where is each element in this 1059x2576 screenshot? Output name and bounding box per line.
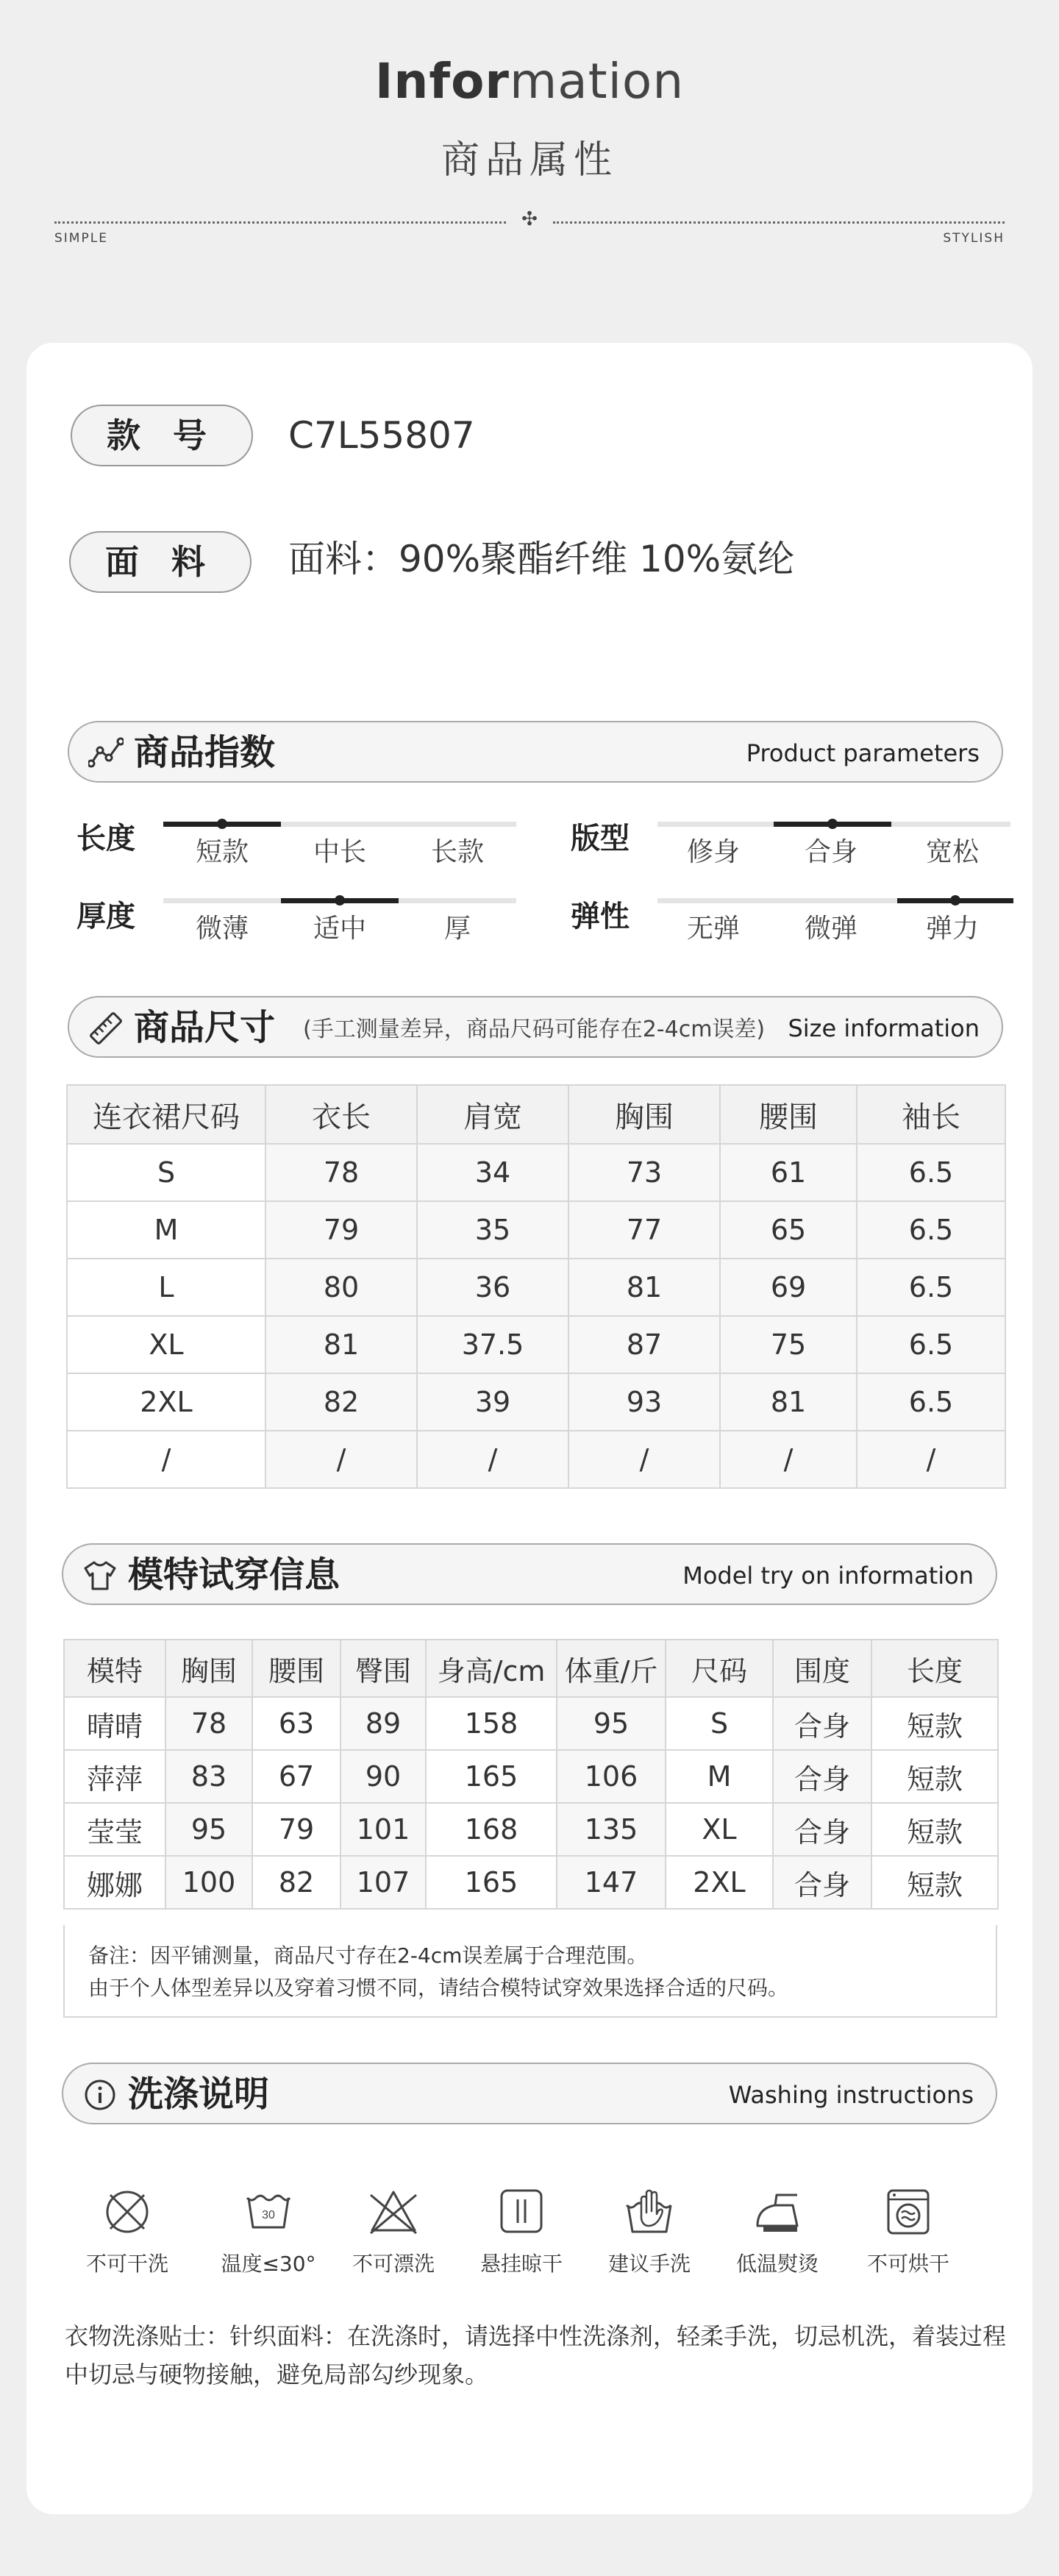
size-table	[66, 1084, 1006, 1489]
hand-wash-icon	[622, 2185, 677, 2239]
param-option: 微弹	[804, 914, 857, 944]
table-cell: 95	[165, 1803, 252, 1856]
style-number-label: 款 号	[71, 405, 253, 466]
table-cell: 82	[252, 1856, 340, 1909]
table-cell: /	[265, 1431, 417, 1488]
wash-label: 不可漂洗	[352, 2252, 435, 2276]
size-measure-note: (手工测量差异，商品尺码可能存在2-4cm误差)	[303, 1017, 766, 1042]
param-option: 宽松	[925, 837, 979, 867]
table-cell: 6.5	[857, 1316, 1005, 1373]
table-cell: 63	[252, 1697, 340, 1750]
wash-item	[459, 2185, 584, 2277]
divider-right	[553, 221, 1005, 224]
table-cell: 合身	[773, 1750, 871, 1803]
section-title-en: Model try on information	[682, 1562, 974, 1590]
trend-line-icon	[88, 736, 124, 771]
table-cell: 101	[340, 1803, 426, 1856]
table-cell: 95	[557, 1697, 666, 1750]
table-cell: 147	[557, 1856, 666, 1909]
table-cell: 2XL	[67, 1373, 265, 1431]
table-cell: /	[720, 1431, 857, 1488]
table-cell: 165	[426, 1856, 557, 1909]
section-title: 商品尺寸	[134, 1007, 276, 1048]
table-cell: M	[666, 1750, 773, 1803]
no-dry-clean-icon	[100, 2185, 154, 2239]
table-cell: 93	[568, 1373, 720, 1431]
table-cell: 37.5	[417, 1316, 568, 1373]
table-cell: 短款	[871, 1750, 998, 1803]
table-header-cell: 衣长	[265, 1085, 417, 1144]
table-cell: 6.5	[857, 1259, 1005, 1316]
table-cell: 90	[340, 1750, 426, 1803]
table-cell: 77	[568, 1201, 720, 1259]
table-cell: S	[67, 1144, 265, 1201]
table-cell: 165	[426, 1750, 557, 1803]
wash-temperature: 30	[262, 2209, 275, 2221]
table-cell: 6.5	[857, 1201, 1005, 1259]
table-cell: 107	[340, 1856, 426, 1909]
section-title-en: Size information	[788, 1014, 980, 1042]
table-header-cell: 长度	[871, 1640, 998, 1697]
section-title: 商品指数	[134, 732, 276, 773]
param-option: 长款	[430, 837, 484, 867]
divider-left	[54, 221, 506, 224]
low-iron-icon	[750, 2185, 805, 2239]
table-cell: 合身	[773, 1856, 871, 1909]
info-icon	[82, 2077, 118, 2113]
table-cell: 娜娜	[64, 1856, 165, 1909]
ruler-icon	[88, 1011, 124, 1046]
table-row	[67, 1144, 1005, 1201]
table-cell: 短款	[871, 1803, 998, 1856]
param-thickness-label: 厚度	[76, 900, 135, 933]
table-header-cell: 腰围	[720, 1085, 857, 1144]
table-row	[64, 1697, 998, 1750]
table-cell: 168	[426, 1803, 557, 1856]
table-cell: 75	[720, 1316, 857, 1373]
table-header-cell: 尺码	[666, 1640, 773, 1697]
wash-item	[587, 2185, 712, 2277]
table-cell: M	[67, 1201, 265, 1259]
table-cell: /	[568, 1431, 720, 1488]
wash-item	[331, 2185, 456, 2277]
size-information-header	[68, 996, 1003, 1058]
section-title-en: Product parameters	[746, 739, 980, 767]
section-title: 模特试穿信息	[128, 1554, 340, 1595]
no-tumble-dry-icon	[881, 2185, 935, 2239]
table-cell: 34	[417, 1144, 568, 1201]
table-cell: 87	[568, 1316, 720, 1373]
table-cell: 合身	[773, 1803, 871, 1856]
table-header-cell: 胸围	[165, 1640, 252, 1697]
wash-item	[65, 2185, 190, 2277]
stylish-tag: STYLISH	[943, 231, 1005, 246]
table-cell: 80	[265, 1259, 417, 1316]
section-title-en: Washing instructions	[728, 2081, 974, 2109]
table-cell: 135	[557, 1803, 666, 1856]
remark-line: 备注：因平铺测量，商品尺寸存在2-4cm误差属于合理范围。	[88, 1943, 648, 1968]
table-cell: 106	[557, 1750, 666, 1803]
model-try-on-header	[62, 1543, 997, 1605]
table-cell: 晴晴	[64, 1697, 165, 1750]
table-cell: 短款	[871, 1697, 998, 1750]
wash-label: 建议手洗	[607, 2252, 691, 2276]
param-option: 无弹	[686, 914, 740, 944]
param-elasticity-marker	[950, 895, 960, 905]
param-elasticity-label: 弹性	[571, 900, 630, 933]
wash-label: 不可烘干	[866, 2252, 949, 2276]
param-fit-label: 版型	[571, 822, 630, 855]
remark-line: 由于个人体型差异以及穿着习惯不同，请结合模特试穿效果选择合适的尺码。	[88, 1976, 789, 2000]
table-cell: 158	[426, 1697, 557, 1750]
table-cell: XL	[666, 1803, 773, 1856]
table-cell: 莹莹	[64, 1803, 165, 1856]
table-header-row	[67, 1085, 1005, 1144]
table-cell: 79	[252, 1803, 340, 1856]
wash-label: 温度≤30°	[221, 2252, 316, 2276]
table-cell: 83	[165, 1750, 252, 1803]
param-option: 适中	[313, 914, 366, 944]
table-cell: 35	[417, 1201, 568, 1259]
table-cell: L	[67, 1259, 265, 1316]
table-row	[67, 1316, 1005, 1373]
table-cell: /	[67, 1431, 265, 1488]
table-header-cell: 模特	[64, 1640, 165, 1697]
fabric-value: 面料：90%聚酯纤维 10%氨纶	[288, 538, 795, 580]
table-cell: 65	[720, 1201, 857, 1259]
table-header-cell: 身高/cm	[426, 1640, 557, 1697]
no-bleach-icon	[366, 2185, 421, 2239]
hang-dry-icon	[494, 2185, 549, 2239]
table-header-cell: 连衣裙尺码	[67, 1085, 265, 1144]
wash-30-icon	[241, 2185, 296, 2239]
wash-label: 不可干洗	[85, 2252, 168, 2276]
table-cell: 61	[720, 1144, 857, 1201]
param-length-label: 长度	[76, 822, 135, 855]
wash-label: 低温熨烫	[735, 2252, 819, 2276]
table-cell: 短款	[871, 1856, 998, 1909]
table-header-row	[64, 1640, 998, 1697]
table-row	[67, 1259, 1005, 1316]
table-header-cell: 体重/斤	[557, 1640, 666, 1697]
table-header-cell: 胸围	[568, 1085, 720, 1144]
wash-item	[206, 2185, 331, 2277]
table-cell: 2XL	[666, 1856, 773, 1909]
param-option: 修身	[686, 837, 740, 867]
table-cell: 67	[252, 1750, 340, 1803]
table-header-cell: 腰围	[252, 1640, 340, 1697]
table-cell: 82	[265, 1373, 417, 1431]
model-table	[63, 1639, 999, 1910]
table-row	[67, 1431, 1005, 1488]
table-cell: S	[666, 1697, 773, 1750]
table-cell: 81	[720, 1373, 857, 1431]
table-cell: 78	[165, 1697, 252, 1750]
wash-label: 悬挂晾干	[479, 2252, 563, 2276]
param-option: 厚	[443, 914, 471, 944]
simple-tag: SIMPLE	[54, 231, 108, 246]
tshirt-icon	[82, 1558, 118, 1593]
param-thickness-marker	[335, 895, 345, 905]
info-title: Information	[374, 53, 685, 110]
remark-box	[63, 1925, 997, 2018]
table-row	[64, 1856, 998, 1909]
table-cell: 81	[265, 1316, 417, 1373]
table-row	[67, 1201, 1005, 1259]
cross-ornament-icon: ✣	[521, 208, 538, 230]
fabric-label: 面 料	[69, 531, 252, 593]
table-header-cell: 肩宽	[417, 1085, 568, 1144]
table-header-cell: 袖长	[857, 1085, 1005, 1144]
table-header-cell: 臀围	[340, 1640, 426, 1697]
style-number-value: C7L55807	[288, 414, 475, 457]
param-option: 微薄	[195, 914, 249, 944]
info-subtitle: 商品属性	[441, 138, 618, 182]
product-parameters-header	[68, 721, 1003, 783]
table-cell: 6.5	[857, 1144, 1005, 1201]
table-cell: /	[857, 1431, 1005, 1488]
care-tips: 衣物洗涤贴士：针织面料：在洗涤时，请选择中性洗涤剂，轻柔手洗，切忌机洗，着装过程中切忌与硬物接触，避免局部勾纱现象。	[65, 2322, 1007, 2388]
table-cell: 89	[340, 1697, 426, 1750]
table-cell: 合身	[773, 1697, 871, 1750]
table-cell: 6.5	[857, 1373, 1005, 1431]
table-cell: 100	[165, 1856, 252, 1909]
table-cell: 69	[720, 1259, 857, 1316]
table-header-cell: 围度	[773, 1640, 871, 1697]
table-cell: /	[417, 1431, 568, 1488]
section-title: 洗涤说明	[128, 2074, 270, 2115]
param-option: 中长	[313, 837, 366, 867]
param-length-marker	[217, 819, 227, 829]
param-option: 合身	[804, 837, 857, 867]
param-option: 短款	[195, 837, 249, 867]
table-row	[64, 1803, 998, 1856]
table-cell: XL	[67, 1316, 265, 1373]
table-cell: 78	[265, 1144, 417, 1201]
table-cell: 73	[568, 1144, 720, 1201]
table-row	[64, 1750, 998, 1803]
wash-item	[846, 2185, 971, 2277]
wash-item	[715, 2185, 840, 2277]
washing-instructions-header	[62, 2063, 997, 2124]
param-fit-marker	[827, 819, 838, 829]
table-row	[67, 1373, 1005, 1431]
table-cell: 萍萍	[64, 1750, 165, 1803]
table-cell: 39	[417, 1373, 568, 1431]
table-cell: 81	[568, 1259, 720, 1316]
param-option: 弹力	[925, 914, 979, 944]
table-cell: 36	[417, 1259, 568, 1316]
table-cell: 79	[265, 1201, 417, 1259]
